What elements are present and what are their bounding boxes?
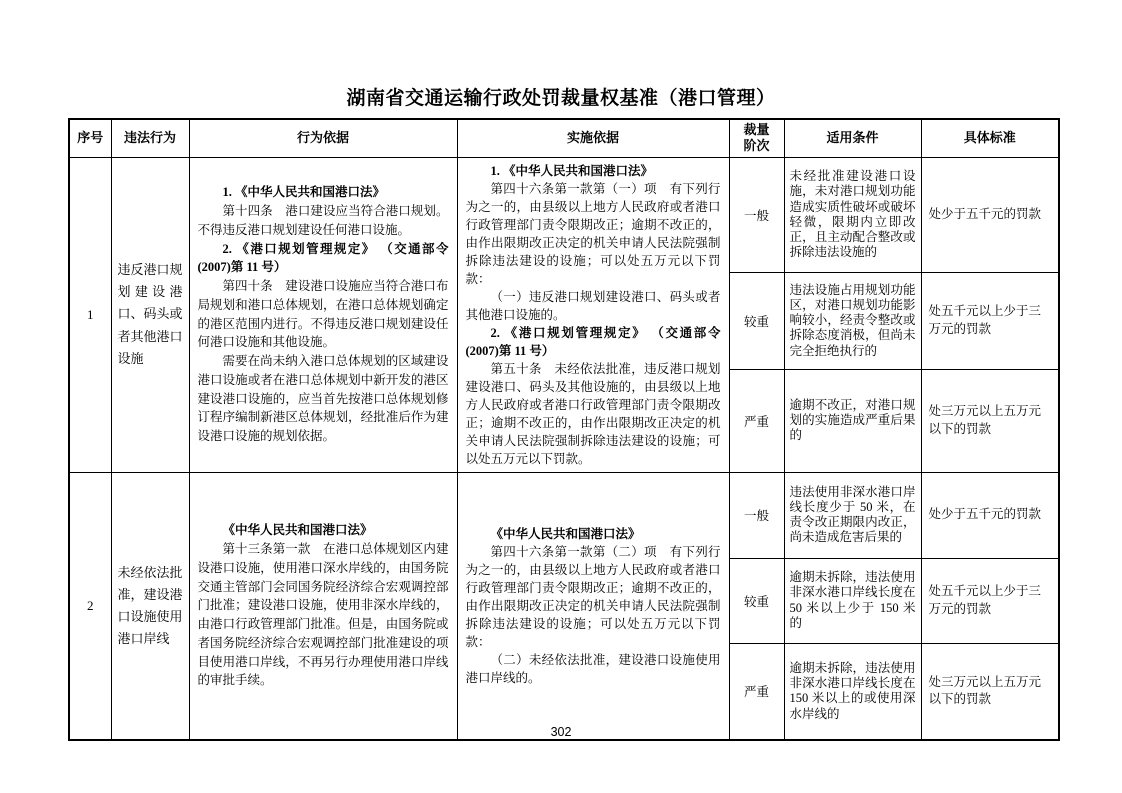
tier-level-cell: 较重 [729,273,784,370]
law-name-heading: 1. 《中华人民共和国港口法》 [222,185,386,200]
violation-cell: 未经依法批准，建设港口设施使用港口岸线 [111,472,189,740]
law-provision-text: 第十三条第一款 在港口总体规划区内建设港口设施，使用港口深水岸线的，由国务院交通主管部门会同国务院经济综合宏观调控部门批准；建设港口设施，使用非深水岸线的，由港口行政管理部门批准。但是，由国务院或者国务院经济综合宏观调控部门批准建设的项目使用港口岸线，不再另行办理使用港口岸线的审批手续。 [197,542,449,688]
condition-cell: 未经批准建设港口设施，未对港口规划功能造成实质性破坏或破坏轻微，限期内立即改正，且主动配合整改或拆除违法设施的 [784,157,921,273]
tier-level-cell: 较重 [729,558,784,643]
table-row [69,472,1059,558]
condition-cell: 逾期未拆除，违法使用非深水港口岸线长度在 150 米以上的或使用深水岸线的 [784,643,921,740]
law-provision-text: 需要在尚未纳入港口总体规划的区域建设港口设施或者在港口总体规划中新开发的港区建设港口设施的，应当首先按港口总体规划修订程序编制新港区总体规划，经批准后作为建设港口设施的规划依据。 [197,354,449,443]
implementation-basis-cell [457,157,729,472]
law-name-heading: 1. 《中华人民共和国港口法》 [490,163,654,178]
law-provision-text: （一）违反港口规划建设港口、码头或者其他港口设施的。 [465,289,721,322]
implementation-basis-cell [457,472,729,740]
tier-level-cell: 一般 [729,157,784,273]
law-name-heading: 《中华人民共和国港口法》 [222,523,373,538]
law-provision-text: 第四十条 建设港口设施应当符合港口布局规划和港口总体规划，在港口总体规划确定的港区范围内进行。不得违反港口规划建设任何港口设施和其他设施。 [197,279,449,350]
table-header-row [69,119,1059,157]
table-body [69,157,1059,740]
violation-cell: 违反港口规划建设港口、码头或者其他港口设施 [111,157,189,472]
column-header: 具体标准 [921,119,1059,157]
column-header: 裁量阶次 [729,119,784,157]
tier-level-cell: 一般 [729,472,784,558]
behavior-basis-cell [189,472,457,740]
condition-cell: 逾期未拆除，违法使用非深水港口岸线长度在 50 米以上少于 150 米的 [784,558,921,643]
behavior-basis-cell [189,157,457,472]
column-header: 适用条件 [784,119,921,157]
standard-cell: 处少于五千元的罚款 [921,472,1059,558]
law-provision-text: 第四十六条第一款第（二）项 有下列行为之一的，由县级以上地方人民政府或者港口行政管理部门责令限期改正；逾期不改正的，由作出限期改正决定的机关申请人民法院强制拆除违法建设的设施；可以处五万元以下罚款： [465,544,721,649]
standard-cell: 处五千元以上少于三万元的罚款 [921,558,1059,643]
condition-cell: 违法使用非深水港口岸线长度少于 50 米，在责令改正期限内改正，尚未造成危害后果的 [784,472,921,558]
row-index-cell: 2 [69,472,111,740]
law-name-heading: 《中华人民共和国港口法》 [490,526,641,541]
column-header: 行为依据 [189,119,457,157]
condition-cell: 逾期不改正，对港口规划的实施造成严重后果的 [784,369,921,472]
column-header: 实施依据 [457,119,729,157]
standard-cell: 处五千元以上少于三万元的罚款 [921,273,1059,370]
standard-cell: 处三万元以上五万元以下的罚款 [921,369,1059,472]
condition-cell: 违法设施占用规划功能区，对港口规划功能影响较小，经责令整改或拆除态度消极，但尚未完全拒绝执行的 [784,273,921,370]
page-number: 302 [550,725,572,739]
law-provision-text: 第十四条 港口建设应当符合港口规划。不得违反港口规划建设任何港口设施。 [197,204,449,237]
row-index-cell: 1 [69,157,111,472]
law-provision-text: 第四十六条第一款第（一）项 有下列行为之一的，由县级以上地方人民政府或者港口行政管理部门责令限期改正；逾期不改正的，由作出限期改正决定的机关申请人民法院强制拆除违法建设的设施；可以处五万元以下罚款： [465,181,721,286]
standard-cell: 处少于五千元的罚款 [921,157,1059,273]
tier-level-cell: 严重 [729,643,784,740]
standard-cell: 处三万元以上五万元以下的罚款 [921,643,1059,740]
law-provision-text: 第五十条 未经依法批准，违反港口规划建设港口、码头及其他设施的，由县级以上地方人民政府或者港口行政管理部门责令限期改正；逾期不改正的，由作出限期改正决定的机关申请人民法院强制拆除违法建设的设施；可以处五万元以下罚款。 [465,361,721,466]
tier-level-cell: 严重 [729,369,784,472]
table-row [69,157,1059,273]
law-name-heading: 2. 《港口规划管理规定》 （交通部令(2007)第 11 号） [197,241,449,275]
law-name-heading: 2. 《港口规划管理规定》 （交通部令(2007)第 11 号） [465,325,721,358]
law-provision-text: （二）未经依法批准，建设港口设施使用港口岸线的。 [465,652,721,685]
document-title: 湖南省交通运输行政处罚裁量权基准（港口管理） [346,88,776,109]
penalty-standards-table [68,118,1060,741]
column-header: 序号 [69,119,111,157]
column-header: 违法行为 [111,119,189,157]
